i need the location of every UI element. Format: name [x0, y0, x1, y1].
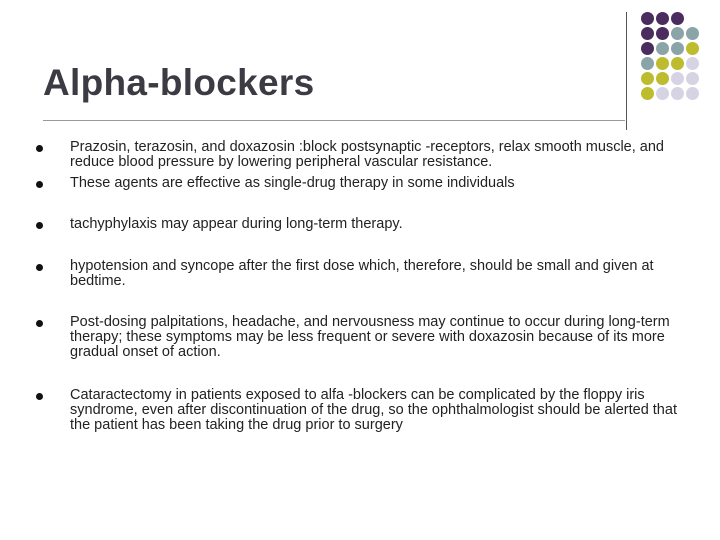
decorative-dot: [656, 12, 669, 25]
decorative-dot: [671, 72, 684, 85]
decorative-dot: [641, 42, 654, 55]
title-underline: [43, 120, 625, 121]
bullet-text: These agents are effective as single-drug therapy in some individuals: [70, 175, 515, 191]
decorative-dot: [656, 72, 669, 85]
decorative-dot: [656, 27, 669, 40]
bullet-text: Cataractectomy in patients exposed to alfa -blockers can be complicated by the floppy iris syndrome, even after discontinuation of the drug, so the ophthalmologist should be alerted that the patient has been taking the drug prior to surgery: [70, 387, 677, 433]
decorative-dot: [671, 57, 684, 70]
decorative-dot: [686, 42, 699, 55]
bullet-marker: [36, 320, 43, 327]
decorative-dot: [686, 72, 699, 85]
slide-title: Alpha-blockers: [43, 62, 315, 103]
bullet-text: tachyphylaxis may appear during long-term therapy.: [70, 216, 403, 232]
decorative-dot: [656, 87, 669, 100]
decorative-dot: [656, 42, 669, 55]
bullet-marker: [36, 222, 43, 229]
decorative-dot: [641, 27, 654, 40]
decorative-dot: [641, 87, 654, 100]
decorative-dot: [641, 12, 654, 25]
vertical-divider: [626, 12, 627, 130]
decorative-dot: [641, 57, 654, 70]
decorative-dot: [686, 27, 699, 40]
decorative-dot: [686, 87, 699, 100]
bullet-marker: [36, 264, 43, 271]
decorative-dot: [671, 87, 684, 100]
decorative-dot: [686, 57, 699, 70]
bullet-marker: [36, 145, 43, 152]
decorative-dot: [671, 27, 684, 40]
decorative-dot: [641, 72, 654, 85]
bullet-marker: [36, 181, 43, 188]
decorative-dot: [671, 42, 684, 55]
bullet-text: hypotension and syncope after the first dose which, therefore, should be small and given at bedtime.: [70, 258, 654, 289]
decorative-dot: [656, 57, 669, 70]
bullet-text: Post-dosing palpitations, headache, and nervousness may continue to occur during long-term therapy; these symptoms may be less frequent or severe with doxazosin because of its more gradual onset of action.: [70, 314, 670, 360]
bullet-text: Prazosin, terazosin, and doxazosin :block postsynaptic -receptors, relax smooth muscle, and reduce blood pressure by lowering peripheral vascular resistance.: [70, 139, 664, 170]
bullet-marker: [36, 393, 43, 400]
decorative-dot: [671, 12, 684, 25]
